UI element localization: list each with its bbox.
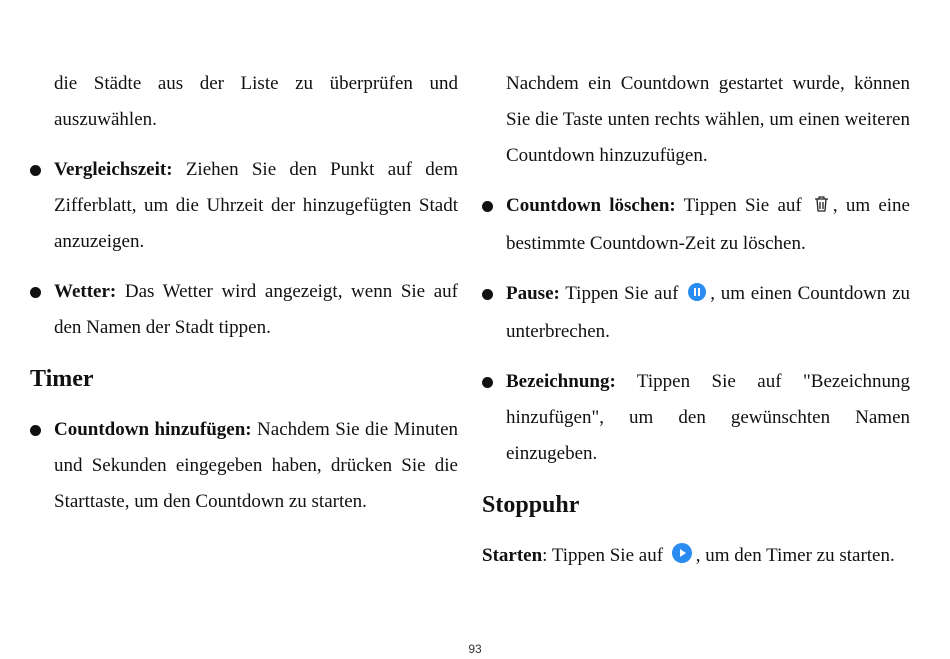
bullet-label: Bezeichnung:	[506, 371, 616, 392]
heading-timer: Timer	[30, 366, 94, 392]
heading-stoppuhr: Stoppuhr	[482, 492, 580, 518]
bullet-label: Vergleichszeit:	[54, 159, 173, 180]
bullet-text: Tippen Sie auf	[675, 195, 810, 216]
bullet-dot	[30, 287, 41, 298]
bullet-dot	[30, 165, 41, 176]
left-column	[30, 66, 458, 520]
bullet-text: Tippen Sie auf "Bezeichnung hinzufügen", um den gewünschten Namen einzugeben.	[506, 371, 910, 464]
bullet-vergleichszeit	[30, 152, 458, 260]
starten-text: : Tippen Sie auf	[542, 545, 668, 566]
bullet-label: Pause:	[506, 283, 560, 304]
pause-icon	[688, 278, 706, 314]
left-intro-text: die Städte aus der Liste zu überprüfen und auszuwählen.	[54, 73, 458, 130]
page-number: 93	[468, 642, 482, 656]
bullet-bezeichnung	[482, 364, 910, 472]
right-intro-text: Nachdem ein Countdown gestartet wurde, können Sie die Taste unten rechts wählen, um einen weiteren Countdown hinzuzufügen.	[506, 73, 910, 166]
play-icon	[672, 540, 692, 576]
bullet-label: Wetter:	[54, 281, 117, 302]
bullet-dot	[30, 425, 41, 436]
bullet-label: Countdown löschen:	[506, 195, 676, 216]
trash-icon	[814, 190, 829, 226]
starten-paragraph	[482, 538, 910, 576]
bullet-wetter	[30, 274, 458, 346]
right-column	[482, 66, 910, 576]
bullet-text: , um eine bestimmte Countdown-Zeit zu löschen.	[506, 195, 910, 254]
bullet-dot	[482, 289, 493, 300]
bullet-pause	[482, 276, 910, 350]
bullet-label: Countdown hinzufügen:	[54, 419, 252, 440]
bullet-dot	[482, 377, 493, 388]
bullet-text: , um einen Countdown zu unterbrechen.	[506, 283, 910, 342]
bullet-dot	[482, 201, 493, 212]
bullet-countdown-loeschen	[482, 188, 910, 262]
bullet-countdown-hinzufuegen	[30, 412, 458, 520]
starten-label: Starten	[482, 545, 543, 566]
bullet-text: Nachdem Sie die Minuten und Sekunden eingegeben haben, drücken Sie die Starttaste, um den Countdown zu starten.	[54, 419, 458, 512]
bullet-text: Das Wetter wird angezeigt, wenn Sie auf den Namen der Stadt tippen.	[54, 281, 458, 338]
bullet-text: Tippen Sie auf	[559, 283, 685, 304]
bullet-text: Ziehen Sie den Punkt auf dem Zifferblatt, um die Uhrzeit der hinzugefügten Stadt anzuzeigen.	[54, 159, 458, 252]
starten-text: , um den Timer zu starten.	[695, 545, 895, 566]
